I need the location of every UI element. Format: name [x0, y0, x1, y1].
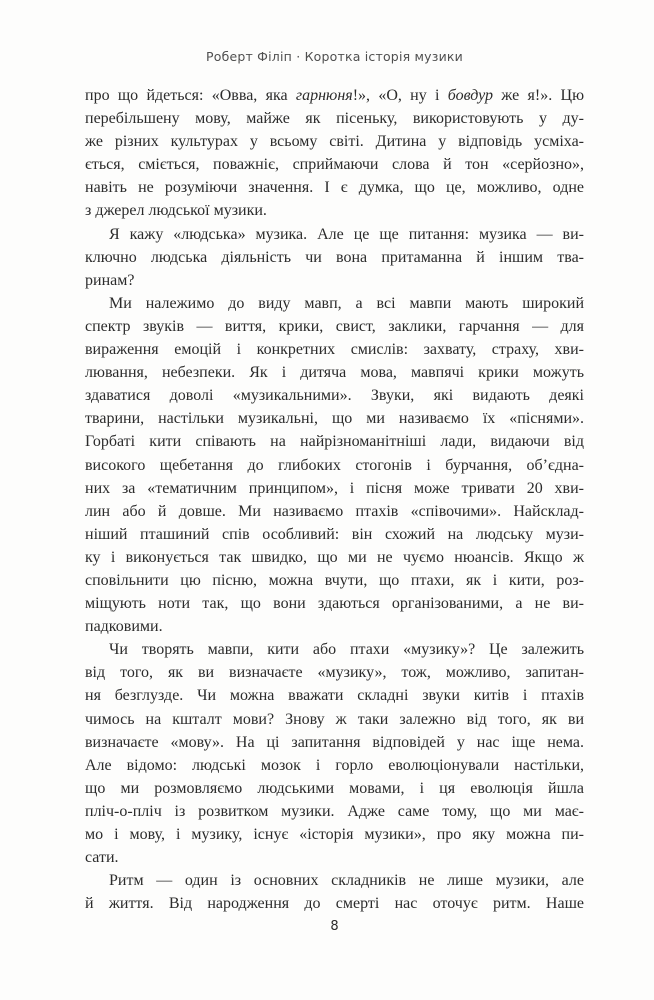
text-line	[85, 708, 584, 731]
text-line	[85, 292, 584, 315]
italic-text-segment: бовдур	[447, 87, 494, 104]
text-line	[85, 269, 584, 292]
running-header: Роберт Філіп · Коротка історія музики	[206, 49, 463, 64]
text-line	[85, 430, 584, 453]
text-segment: ється, сміється, поважніє, сприймаючи слова й тон «серйозно»,	[85, 156, 584, 174]
text-line	[85, 500, 584, 523]
text-segment: здаватися доволі «музикальними». Звуки, які видають деякі	[85, 387, 584, 405]
text-segment: визначаєте «мову». На ці запитання відповідей у нас іще нема.	[85, 733, 584, 751]
text-segment: міщують ноти так, що вони здаються організованими, а не ви-	[85, 595, 584, 613]
text-segment: Ритм — один із основних складників не лише музики, але	[109, 872, 584, 890]
text-segment: про що йдеться: «Овва, яка	[85, 87, 296, 104]
text-segment: пліч-о-пліч із розвитком музики. Адже саме тому, що ми має-	[85, 802, 584, 820]
text-line	[85, 130, 584, 153]
text-line	[85, 731, 584, 754]
text-segment: сати.	[85, 849, 119, 867]
text-line	[85, 107, 584, 130]
text-segment: ніший пташиний спів особливий: він схожий на людську музи-	[85, 525, 584, 543]
text-line	[85, 407, 584, 430]
text-segment: тварини, настільки музикальні, що ми називаємо їх «піснями».	[85, 410, 584, 428]
text-segment: ня безглузде. Чи можна вважати складні звуки китів і птахів	[85, 687, 584, 705]
text-line	[85, 176, 584, 199]
text-line	[85, 246, 584, 269]
italic-text-segment: гарнюня	[295, 87, 353, 104]
text-line	[85, 477, 584, 500]
text-line	[85, 569, 584, 592]
text-line	[85, 592, 584, 615]
text-segment: лин або й довше. Ми називаємо птахів «співочими». Найсклад-	[85, 502, 584, 520]
text-line	[85, 315, 584, 338]
text-segment: ринам?	[85, 271, 135, 289]
text-segment: спектр звуків — виття, крики, свист, заклики, гарчання — для	[85, 317, 584, 335]
paragraph	[85, 292, 584, 638]
text-segment: лювання, небезпеки. Як і дитяча мова, мавпячі крики можуть	[85, 364, 584, 382]
text-line	[85, 199, 584, 222]
text-segment: сповільнити цю пісню, можна вчути, що птахи, як і кити, роз-	[85, 571, 584, 589]
text-segment: них за «тематичним принципом», і пісня може тривати 20 хви-	[85, 479, 584, 497]
text-line	[85, 523, 584, 546]
text-segment: же я!». Цю	[493, 87, 585, 104]
text-line	[85, 823, 584, 846]
page-number: 8	[330, 919, 339, 934]
text-line	[85, 892, 584, 915]
text-segment: Ми належимо до виду мавп, а всі мавпи мають широкий	[109, 294, 584, 312]
text-segment: Але відомо: людські мозок і горло еволюціонували настільки,	[85, 756, 584, 774]
paragraph	[85, 84, 584, 223]
text-line	[85, 661, 584, 684]
text-line	[85, 684, 584, 707]
text-segment: Чи творять мавпи, кити або птахи «музику»? Це залежить	[109, 641, 584, 659]
text-segment: що ми розмовляємо людськими мовами, і ця еволюція йшла	[85, 779, 584, 797]
text-segment: чимось на кшталт мови? Знову ж таки залежно від того, як ви	[85, 710, 584, 728]
text-segment: вираження емоцій і конкретних смислів: захвату, страху, хви-	[85, 341, 584, 359]
text-line	[85, 869, 584, 892]
text-line	[85, 546, 584, 569]
text-segment: високого щебетання до глибоких стогонів і бурчання, об’єдна-	[85, 456, 584, 474]
text-block	[85, 84, 584, 915]
text-line	[85, 384, 584, 407]
paragraph	[85, 638, 584, 869]
text-line	[85, 223, 584, 246]
text-line	[85, 84, 584, 107]
text-segment: від того, як ви визначаєте «музику», тож, можливо, запитан-	[85, 664, 584, 682]
text-segment: Я кажу «людська» музика. Але це ще питання: музика — ви-	[109, 225, 584, 243]
text-line	[85, 777, 584, 800]
text-line	[85, 454, 584, 477]
text-segment: навіть не розуміючи значення. І є думка, що це, можливо, одне	[85, 179, 584, 197]
text-segment: !», «О, ну і	[352, 87, 448, 104]
text-line	[85, 338, 584, 361]
text-segment: ключно людська діяльність чи вона притаманна й іншим тва-	[85, 248, 584, 266]
text-segment: й життя. Від народження до смерті нас оточує ритм. Наше	[85, 895, 584, 913]
text-segment: же різних культурах у всьому світі. Дитина у відповідь усміха-	[85, 133, 584, 151]
paragraph	[85, 869, 584, 915]
text-line	[85, 615, 584, 638]
text-line	[85, 638, 584, 661]
text-segment: ку і виконується так швидко, що ми не чуємо нюансів. Якщо ж	[85, 548, 584, 566]
text-line	[85, 800, 584, 823]
text-segment: Горбаті кити співають на найрізноманітніші лади, видаючи від	[85, 433, 584, 451]
text-line	[85, 846, 584, 869]
text-segment: перебільшену мову, майже як пісеньку, використовують у ду-	[85, 110, 584, 128]
paragraph	[85, 223, 584, 292]
text-segment: падковими.	[85, 618, 163, 636]
text-segment: мо і мову, і музику, існує «історія музики», про яку можна пи-	[85, 826, 584, 843]
text-line	[85, 361, 584, 384]
text-line	[85, 153, 584, 176]
text-line	[85, 754, 584, 777]
text-segment: з джерел людської музики.	[85, 202, 267, 220]
